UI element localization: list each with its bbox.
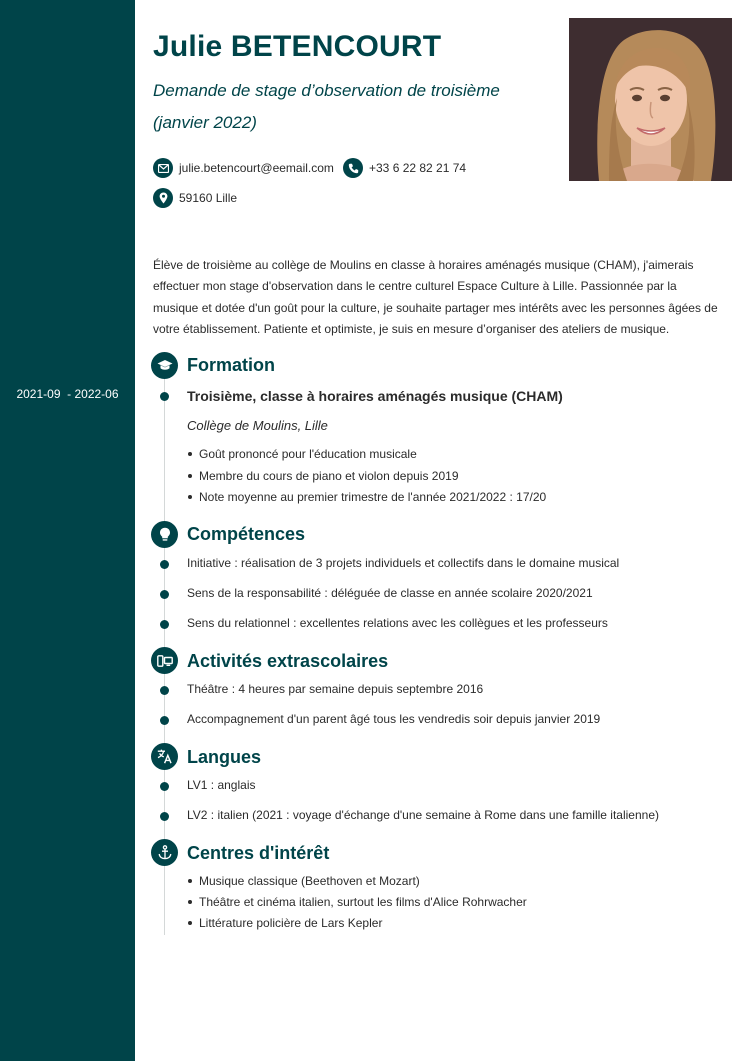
list-item: Théâtre : 4 heures par semaine depuis septembre 2016 <box>187 682 484 696</box>
profile-photo <box>569 18 732 181</box>
timeline-dot <box>160 392 169 401</box>
contact-email[interactable] <box>153 158 334 178</box>
location-text: 59160 Lille <box>179 191 238 205</box>
list-item: Sens de la responsabilité : déléguée de classe en année scolaire 2020/2021 <box>187 586 593 600</box>
section-title-activites: Activités extrascolaires <box>187 651 389 671</box>
list-item: Théâtre et cinéma italien, surtout les films d'Alice Rohrwacher <box>199 895 527 909</box>
list-item: LV2 : italien (2021 : voyage d'échange d'une semaine à Rome dans une famille italienne) <box>187 808 659 822</box>
map-pin-icon <box>153 188 173 208</box>
section-title-interets: Centres d'intérêt <box>187 843 330 863</box>
cv-subtitle-line1: Demande de stage d’observation de troisième <box>153 81 500 100</box>
graduation-cap-icon <box>151 352 178 379</box>
timeline-dot <box>160 686 169 695</box>
contact-location <box>153 188 237 208</box>
list-item: LV1 : anglais <box>187 778 256 792</box>
devices-icon <box>151 647 178 674</box>
list-item: Membre du cours de piano et violon depuis 2019 <box>199 469 459 483</box>
sidebar <box>0 0 135 1061</box>
contact-phone[interactable] <box>343 158 466 178</box>
timeline-dot <box>160 620 169 629</box>
section-title-langues: Langues <box>187 747 262 767</box>
cv-subtitle-line2: (janvier 2022) <box>153 113 257 132</box>
formation-dates: 2021-09 - 2022-06 <box>16 387 119 401</box>
list-item: Musique classique (Beethoven et Mozart) <box>199 874 420 888</box>
timeline-dot <box>160 782 169 791</box>
translate-icon <box>151 743 178 770</box>
candidate-name: Julie BETENCOURT <box>153 30 442 63</box>
phone-icon <box>343 158 363 178</box>
phone-text: +33 6 22 82 21 74 <box>369 161 467 175</box>
timeline-dot <box>160 812 169 821</box>
list-item: Initiative : réalisation de 3 projets individuels et collectifs dans le domaine musical <box>187 556 620 570</box>
list-item: Accompagnement d'un parent âgé tous les vendredis soir depuis janvier 2019 <box>187 712 601 726</box>
profile-summary: Élève de troisième au collège de Moulins en classe à horaires aménagés musique (CHAM), j'aimerais effectuer mon stage d'observation dans le centre culturel Espace Culture à Lille. Passionnée par la musique et dotée d'un goût pour la culture, je souhaite partager mes intérêts avec les personnes âgées de votre établissement. Patiente et optimiste, je suis en mesure d’organiser des ateliers de musique. <box>153 258 718 336</box>
timeline-dot <box>160 716 169 725</box>
section-title-formation: Formation <box>187 355 275 375</box>
lightbulb-icon <box>151 521 178 548</box>
section-title-competences: Compétences <box>187 524 306 544</box>
timeline-dot <box>160 590 169 599</box>
list-item: Sens du relationnel : excellentes relations avec les collègues et les professeurs <box>187 616 608 630</box>
email-text: julie.betencourt@eemail.com <box>179 161 334 175</box>
list-item: Littérature policière de Lars Kepler <box>199 916 383 930</box>
envelope-icon <box>153 158 173 178</box>
list-item: Goût prononcé pour l'éducation musicale <box>199 447 417 461</box>
formation-school: Collège de Moulins, Lille <box>187 418 328 433</box>
formation-degree: Troisième, classe à horaires aménagés musique (CHAM) <box>187 388 563 404</box>
anchor-icon <box>151 839 178 866</box>
list-item: Note moyenne au premier trimestre de l'année 2021/2022 : 17/20 <box>199 490 547 504</box>
timeline-dot <box>160 560 169 569</box>
